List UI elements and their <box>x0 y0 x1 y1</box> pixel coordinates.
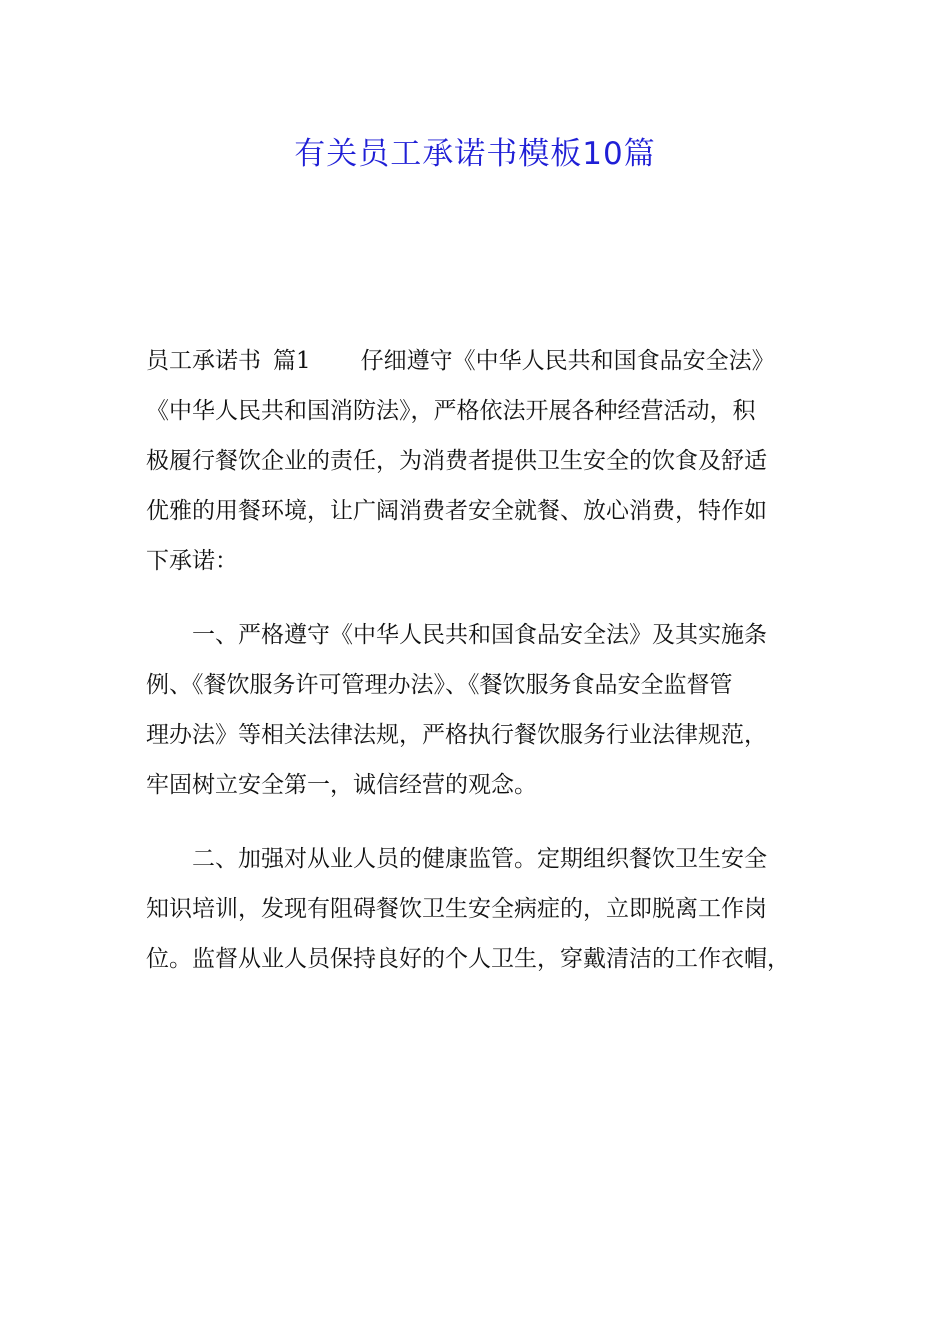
paragraph-line: 下承诺： <box>146 548 238 574</box>
document-body <box>146 336 814 984</box>
section-number: 篇1 <box>273 348 311 374</box>
document-title: 有关员工承诺书模板10篇 <box>294 136 656 172</box>
paragraph-line: 位。监督从业人员保持良好的个人卫生，穿戴清洁的工作衣帽， <box>146 946 790 972</box>
paragraph-line: 《中华人民共和国消防法》，严格依法开展各种经营活动，积 <box>146 398 756 424</box>
paragraph-line: 二、加强对从业人员的健康监管。定期组织餐饮卫生安全 <box>192 846 767 872</box>
section-heading: 员工承诺书 <box>146 348 261 374</box>
paragraph-line <box>146 336 814 386</box>
paragraph-line: 牢固树立安全第一，诚信经营的观念。 <box>146 772 537 798</box>
paragraph-line: 一、严格遵守《中华人民共和国食品安全法》及其实施条 <box>192 622 767 648</box>
paragraph-line: 例、《餐饮服务许可管理办法》、《餐饮服务食品安全监督管 <box>146 672 733 698</box>
paragraph-line: 理办法》等相关法律法规，严格执行餐饮服务行业法律规范， <box>146 722 767 748</box>
paragraph-line: 优雅的用餐环境，让广阔消费者安全就餐、放心消费，特作如 <box>146 498 767 524</box>
paragraph-line: 极履行餐饮企业的责任，为消费者提供卫生安全的饮食及舒适 <box>146 448 767 474</box>
paragraph-line: 知识培训，发现有阻碍餐饮卫生安全病症的，立即脱离工作岗 <box>146 896 767 922</box>
paragraph-text: 仔细遵守《中华人民共和国食品安全法》 <box>360 348 775 374</box>
